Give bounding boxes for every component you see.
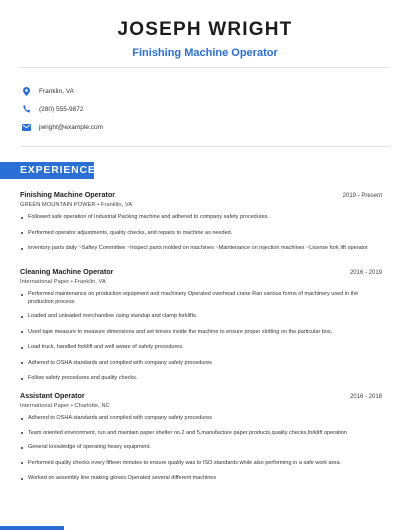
job-title: Cleaning Machine Operator — [20, 267, 114, 276]
job-company: International Paper • Charlotte, NC — [20, 403, 110, 409]
job-company: International Paper • Franklin, VA — [20, 279, 106, 285]
list-item: Followed safe operation of Industrial Packing machine and adhered to company safety procedures. — [20, 214, 382, 222]
next-section-tag — [0, 526, 64, 530]
job-bullets — [20, 214, 382, 253]
list-item: Worked on assembly line making gloves.Operated several different machines — [20, 475, 382, 483]
job-dates: 2019 - Present — [342, 193, 382, 199]
job-company: GREEN MOUNTAIN POWER • Franklin, VA — [20, 202, 133, 208]
list-item: Adhered to OSHA standards and complied with company safety procedures — [20, 415, 382, 423]
list-item: Performed operator adjustments, quality checks, and repairs to machine as needed. — [20, 230, 382, 238]
contact-location — [22, 82, 103, 100]
job-entry — [20, 190, 382, 253]
experience-heading: EXPERIENCE — [0, 162, 94, 179]
location-pin-icon — [22, 87, 31, 96]
list-item: Follow safety procedures and quality checks. — [20, 375, 382, 383]
list-item: Performed maintenance on production equipment and machinery Operated overhead crane Ran various forms of machinery used in the production process — [20, 291, 382, 306]
phone-icon — [22, 105, 31, 114]
list-item: Load truck, handled forklift and well aware of safety procedures. — [20, 344, 382, 352]
job-entry — [20, 391, 382, 483]
job-dates: 2016 - 2019 — [349, 270, 382, 276]
contact-list — [22, 82, 103, 136]
contact-location-text: Franklin, VA — [39, 87, 74, 95]
list-item: General knowledge of operating heavy equipment. — [20, 444, 382, 452]
divider — [20, 67, 390, 68]
list-item: Loaded and unloaded merchandise using standup and clamp forklifts. — [20, 313, 382, 321]
list-item: inventory parts daily ~Saftey Committee ~Inspect parts molded on machines ~Maintenance on injection machines ~License fork lift operator — [20, 245, 382, 253]
candidate-name: JOSEPH WRIGHT — [117, 19, 293, 40]
job-entry — [20, 267, 382, 383]
list-item: Team oriented environment, run and maintain paper shelter no.2 and 5,manufacture paper products,quality checks,forklift operation — [20, 430, 382, 438]
job-dates: 2016 - 2018 — [349, 394, 382, 400]
contact-phone — [22, 100, 103, 118]
divider — [20, 146, 390, 147]
job-title: Finishing Machine Operator — [20, 190, 116, 199]
contact-phone-text: (280) 555-9872 — [39, 105, 84, 113]
resume-header — [0, 0, 410, 60]
list-item: Performed quality checks every fifteen minutes to ensure quality was to ISO standards while also performing in a safe work area. — [20, 460, 382, 468]
list-item: Used tape measure to measure dimensions and set knives inside the machine to ensure proper slotting on the particular box. — [20, 329, 382, 337]
candidate-title: Finishing Machine Operator — [132, 47, 278, 59]
email-icon — [22, 123, 31, 132]
contact-email-text: jwright@example.com — [39, 123, 104, 131]
list-item: Adhered to OSHA standards and complied with company safety procedures — [20, 360, 382, 368]
job-bullets — [20, 415, 382, 483]
job-title: Assistant Operator — [20, 391, 85, 400]
job-bullets — [20, 291, 382, 383]
contact-email — [22, 118, 103, 136]
